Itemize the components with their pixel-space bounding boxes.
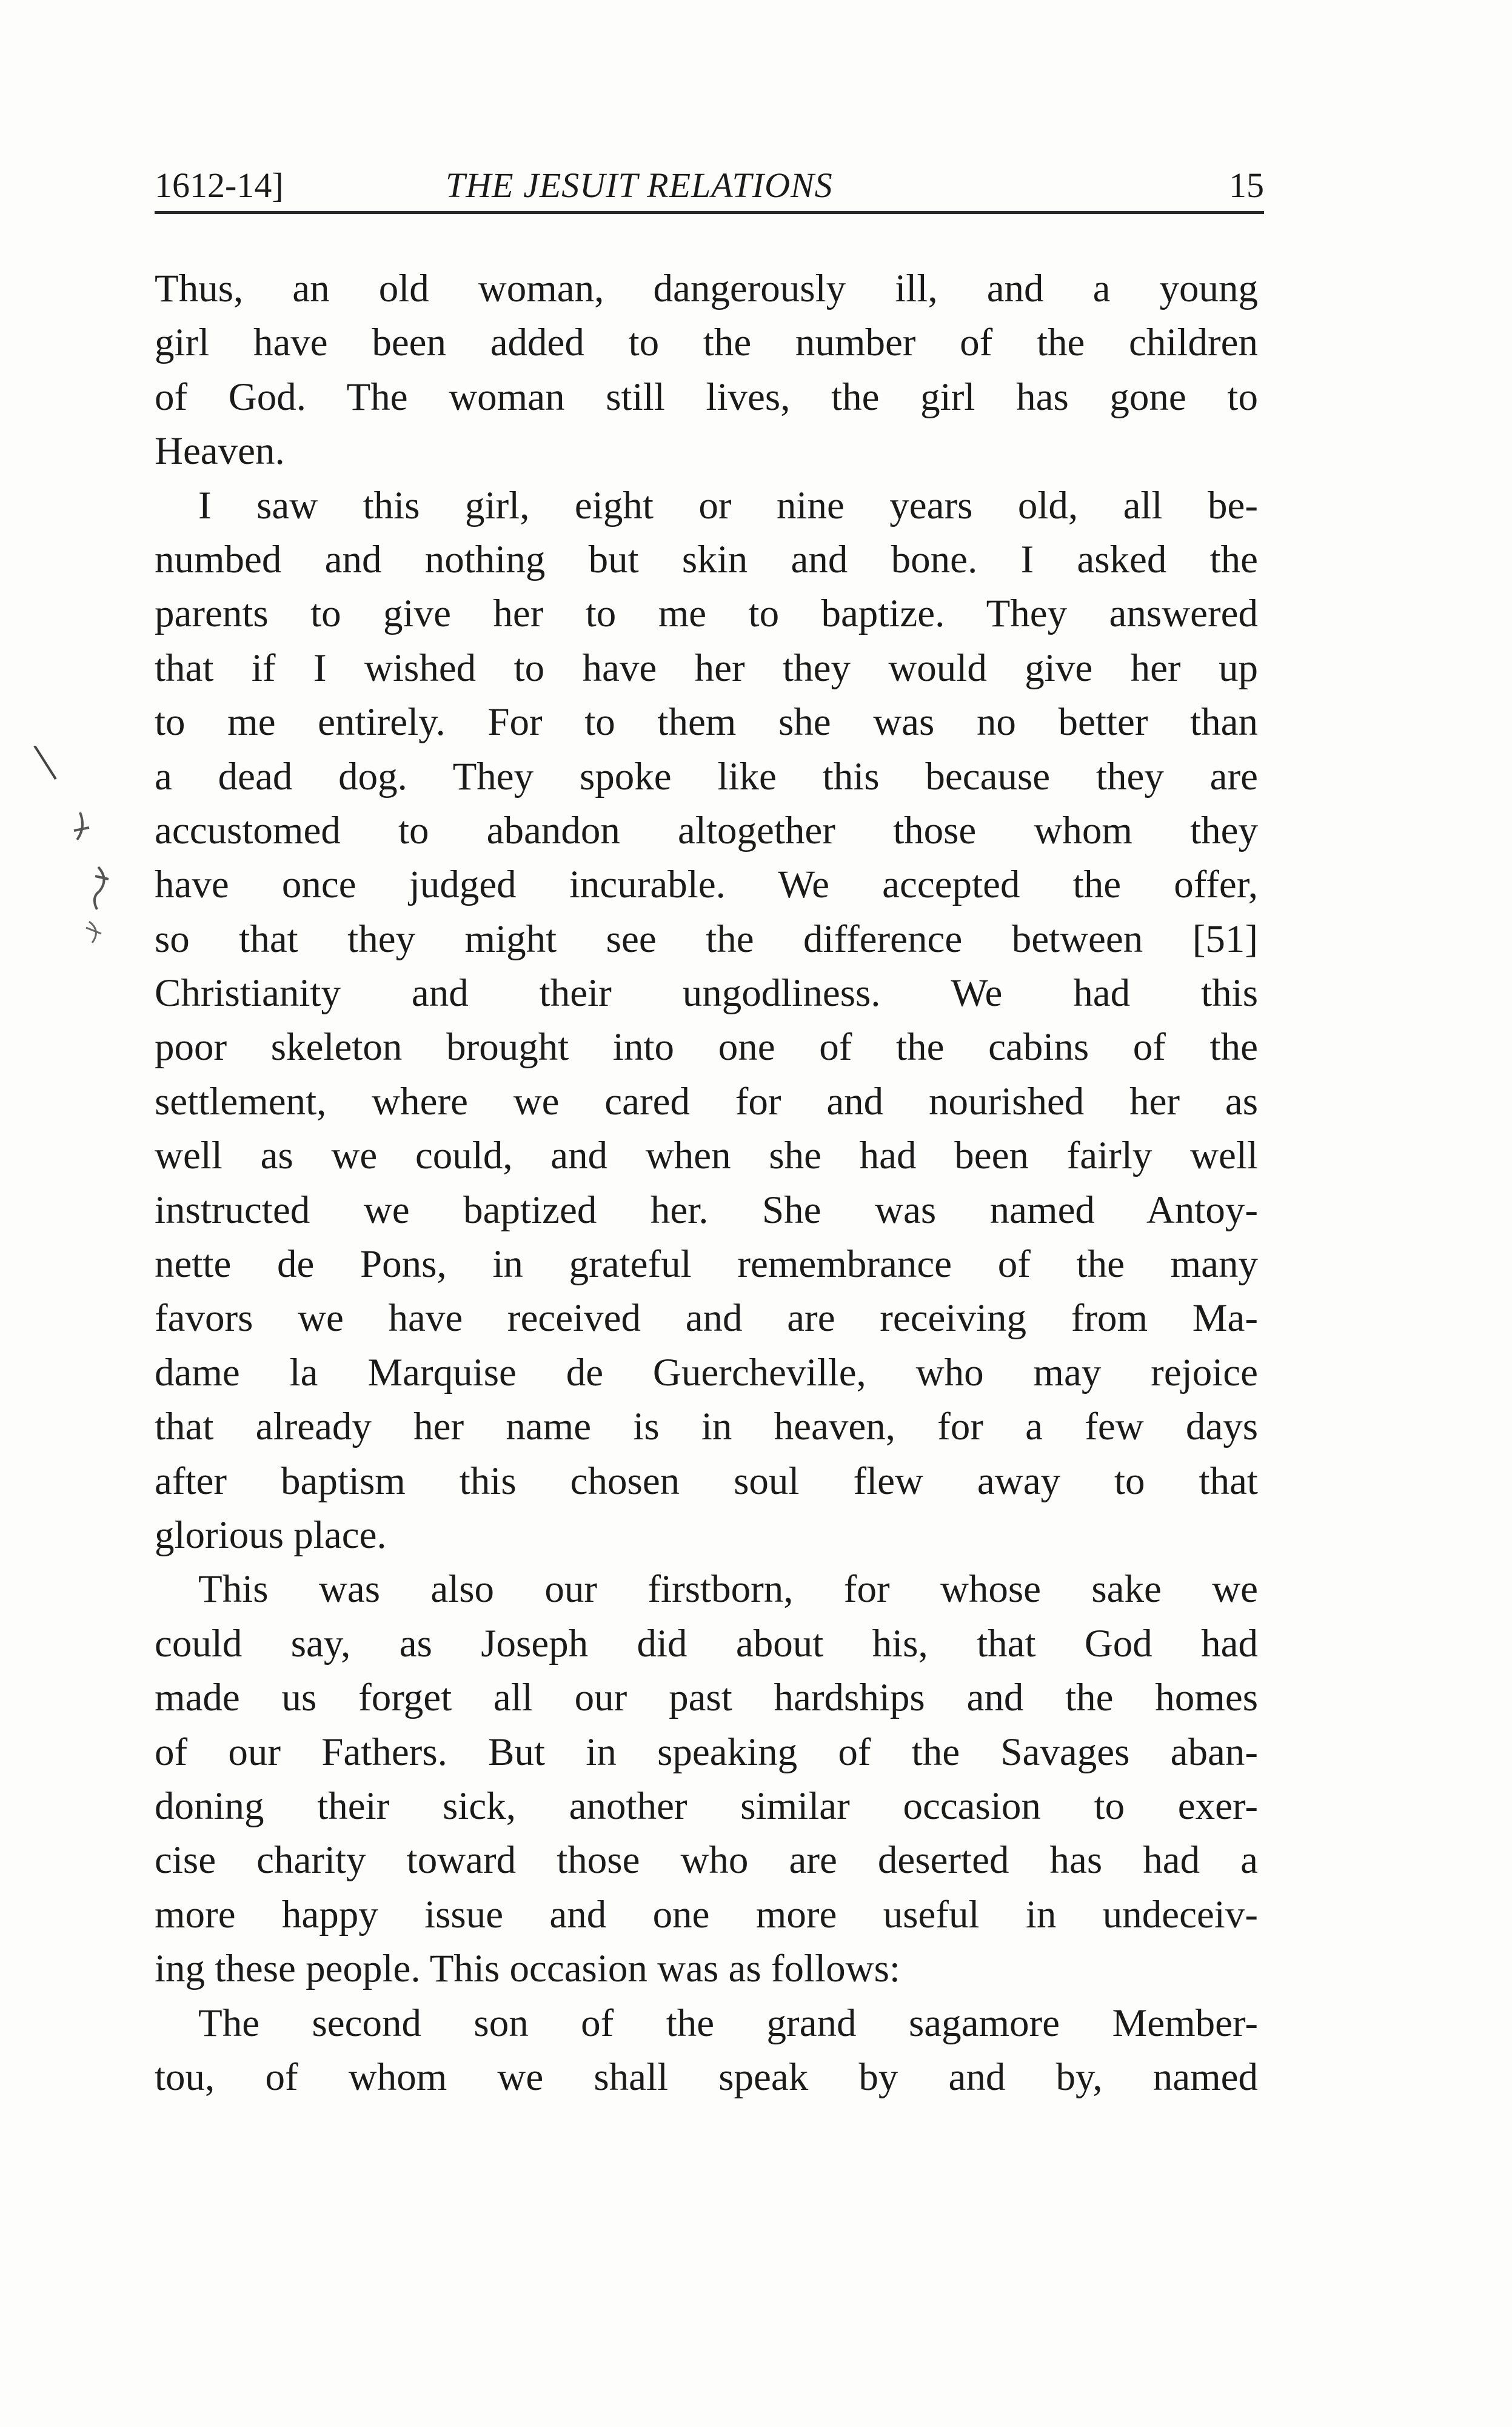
text-line: glorious place.: [155, 1513, 387, 1557]
text-line: that already her name is in heaven, for a few days: [155, 1405, 1258, 1449]
text-line: well as we could, and when she had been fairly well: [155, 1134, 1258, 1178]
text-line: to me entirely. For to them she was no better than: [155, 700, 1258, 745]
text-line: accustomed to abandon altogether those whom they: [155, 808, 1258, 852]
text-line: so that they might see the difference between [51]: [155, 917, 1258, 961]
margin-smudge-mark: [32, 746, 122, 1110]
text-line: could say, as Joseph did about his, that God had: [155, 1621, 1258, 1665]
text-line: favors we have received and are receiving from Ma-: [155, 1296, 1258, 1341]
text-line: girl have been added to the number of the children: [155, 321, 1258, 365]
text-line: Heaven.: [155, 429, 285, 474]
text-line: poor skeleton brought into one of the cabins of the: [155, 1025, 1258, 1070]
text-line: made us forget all our past hardships and the homes: [155, 1676, 1258, 1720]
page-number: 15: [1229, 166, 1264, 205]
running-header: [155, 162, 1264, 214]
text-line: of God. The woman still lives, the girl has gone to: [155, 375, 1258, 419]
text-line: cise charity toward those who are deserted has had a: [155, 1838, 1258, 1883]
text-line: tou, of whom we shall speak by and by, named: [155, 2055, 1258, 2099]
text-line: more happy issue and one more useful in undeceiv-: [155, 1892, 1258, 1937]
text-line: Christianity and their ungodliness. We had this: [155, 971, 1258, 1016]
text-line: instructed we baptized her. She was named Antoy-: [155, 1188, 1258, 1232]
text-line: that if I wished to have her they would give her up: [155, 646, 1258, 690]
text-line: The second son of the grand sagamore Member-: [198, 2001, 1258, 2045]
text-line: of our Fathers. But in speaking of the Savages aban-: [155, 1730, 1258, 1774]
text-line: settlement, where we cared for and nourished her as: [155, 1079, 1258, 1123]
text-line: parents to give her to me to baptize. They answered: [155, 592, 1258, 636]
text-line: I saw this girl, eight or nine years old, all be-: [198, 483, 1258, 527]
text-line: doning their sick, another similar occasion to exer-: [155, 1784, 1258, 1828]
text-line: have once judged incurable. We accepted the offer,: [155, 863, 1258, 907]
text-line: after baptism this chosen soul flew away to that: [155, 1459, 1258, 1503]
body-text: [155, 262, 1258, 2104]
text-line: ing these people. This occasion was as follows:: [155, 1947, 900, 1991]
text-line: a dead dog. They spoke like this because they are: [155, 754, 1258, 798]
header-title: THE JESUIT RELATIONS: [446, 166, 833, 205]
text-line: This was also our firstborn, for whose sake we: [198, 1567, 1258, 1612]
text-line: Thus, an old woman, dangerously ill, and a young: [155, 267, 1258, 310]
text-line: numbed and nothing but skin and bone. I asked the: [155, 537, 1258, 581]
header-date-range: 1612-14]: [155, 166, 284, 205]
text-line: dame la Marquise de Guercheville, who may rejoice: [155, 1350, 1258, 1394]
text-line: nette de Pons, in grateful remembrance of the many: [155, 1242, 1258, 1287]
